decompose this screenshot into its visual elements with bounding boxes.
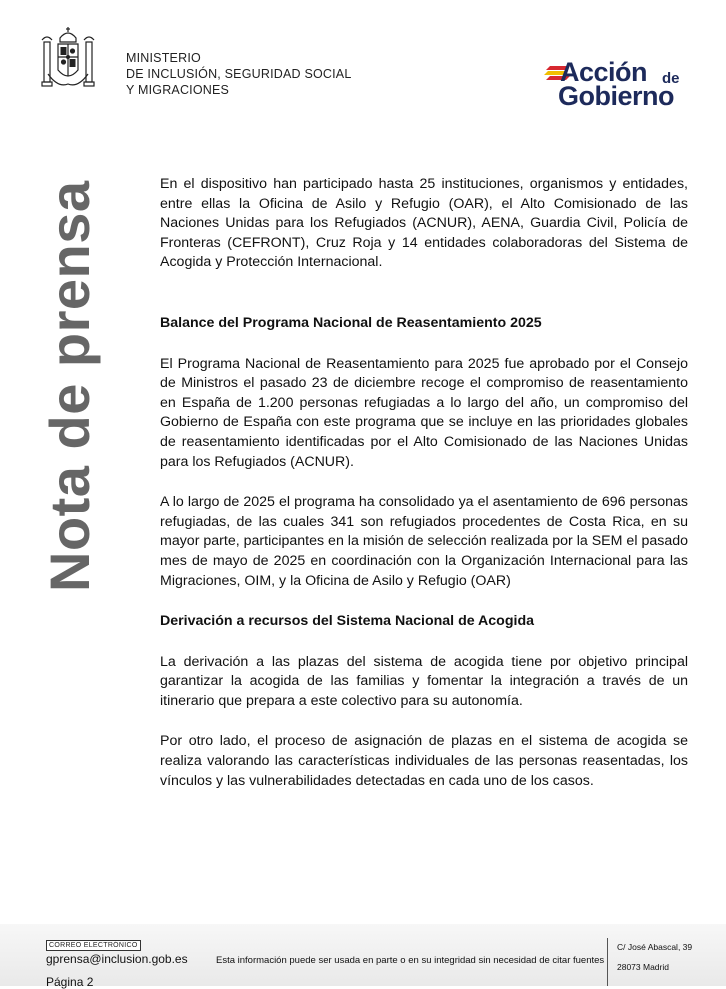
paragraph-program-progress: A lo largo de 2025 el programa ha consolidado ya el asentamiento de 696 personas refugiadas, de las cuales 341 son refugiados procedentes de Costa Rica, en su mayor parte, participantes en la misión de selección realizada por la SEM el pasado mes de mayo de 2025 en coordinación con la Organización Internacional para las Migraciones, OIM, y la Oficina de Asilo y Refugio (OAR): [160, 494, 688, 589]
paragraph-participants: En el dispositivo han participado hasta 25 instituciones, organismos y entidades, entre ellas la Oficina de Asilo y Refugio (OAR), el Alto Comisionado de las Naciones Unidas para los Refugiados (ACNUR), AENA, Guardia Civil, Policía de Fronteras (CEFRONT), Cruz Roja y 14 entidades colaboradoras del Sistema de Acogida y Protección Internacional.: [160, 176, 688, 271]
usage-notice: Esta información puede ser usada en parte o en su integridad sin necesidad de citar fuentes: [216, 955, 605, 966]
ministry-line-2: DE INCLUSIÓN, SEGURIDAD SOCIAL: [126, 67, 352, 81]
footer-divider: [607, 938, 608, 986]
press-release-side-label: Nota de prensa: [38, 180, 101, 592]
press-email-link[interactable]: gprensa@inclusion.gob.es: [46, 952, 188, 966]
accion-de-gobierno-logo: [540, 58, 690, 114]
heading-derivacion-recursos: Derivación a recursos del Sistema Nacional de Acogida: [160, 613, 535, 630]
ministry-name: [126, 50, 352, 98]
logo-text-gobierno: Gobierno: [558, 81, 674, 111]
logo-text-accion: Acción: [560, 57, 648, 87]
coat-of-arms-icon: [38, 26, 98, 100]
heading-reasentamiento-balance: Balance del Programa Nacional de Reasentamiento 2025: [160, 314, 542, 331]
paragraph-derivacion-objetivo: La derivación a las plazas del sistema de acogida tiene por objetivo principal garantizar la acogida de las familias y fomentar la integración a través de un itinerario que prepara a este colectivo para su autonomía.: [160, 653, 688, 709]
logo-text-de: de: [662, 70, 680, 87]
page-number: Página 2: [46, 975, 94, 989]
ministry-line-1: MINISTERIO: [126, 51, 201, 65]
ministry-line-3: Y MIGRACIONES: [126, 83, 230, 97]
address-street: C/ José Abascal, 39: [617, 942, 693, 952]
press-release-body: [160, 175, 688, 791]
paragraph-asignacion-plazas: Por otro lado, el proceso de asignación de plazas en el sistema de acogida se realiza valorando las características individuales de las personas reasentadas, los vínculos y las vulnerabilidades detectadas en cada uno de los casos.: [160, 733, 688, 789]
address-city: 28073 Madrid: [617, 962, 669, 972]
paragraph-program-approval: El Programa Nacional de Reasentamiento para 2025 fue aprobado por el Consejo de Ministros el pasado 23 de diciembre recoge el compromiso de reasentamiento en España de 1.200 personas refugiadas a lo largo del año, un compromiso del Gobierno de España con este programa que se incluye en las prioridades globales de reasentamiento identificadas por el Alto Comisionado de las Naciones Unidas para los Refugiados (ACNUR).: [160, 355, 688, 470]
email-label: CORREO ELECTRÓNICO: [46, 940, 141, 951]
